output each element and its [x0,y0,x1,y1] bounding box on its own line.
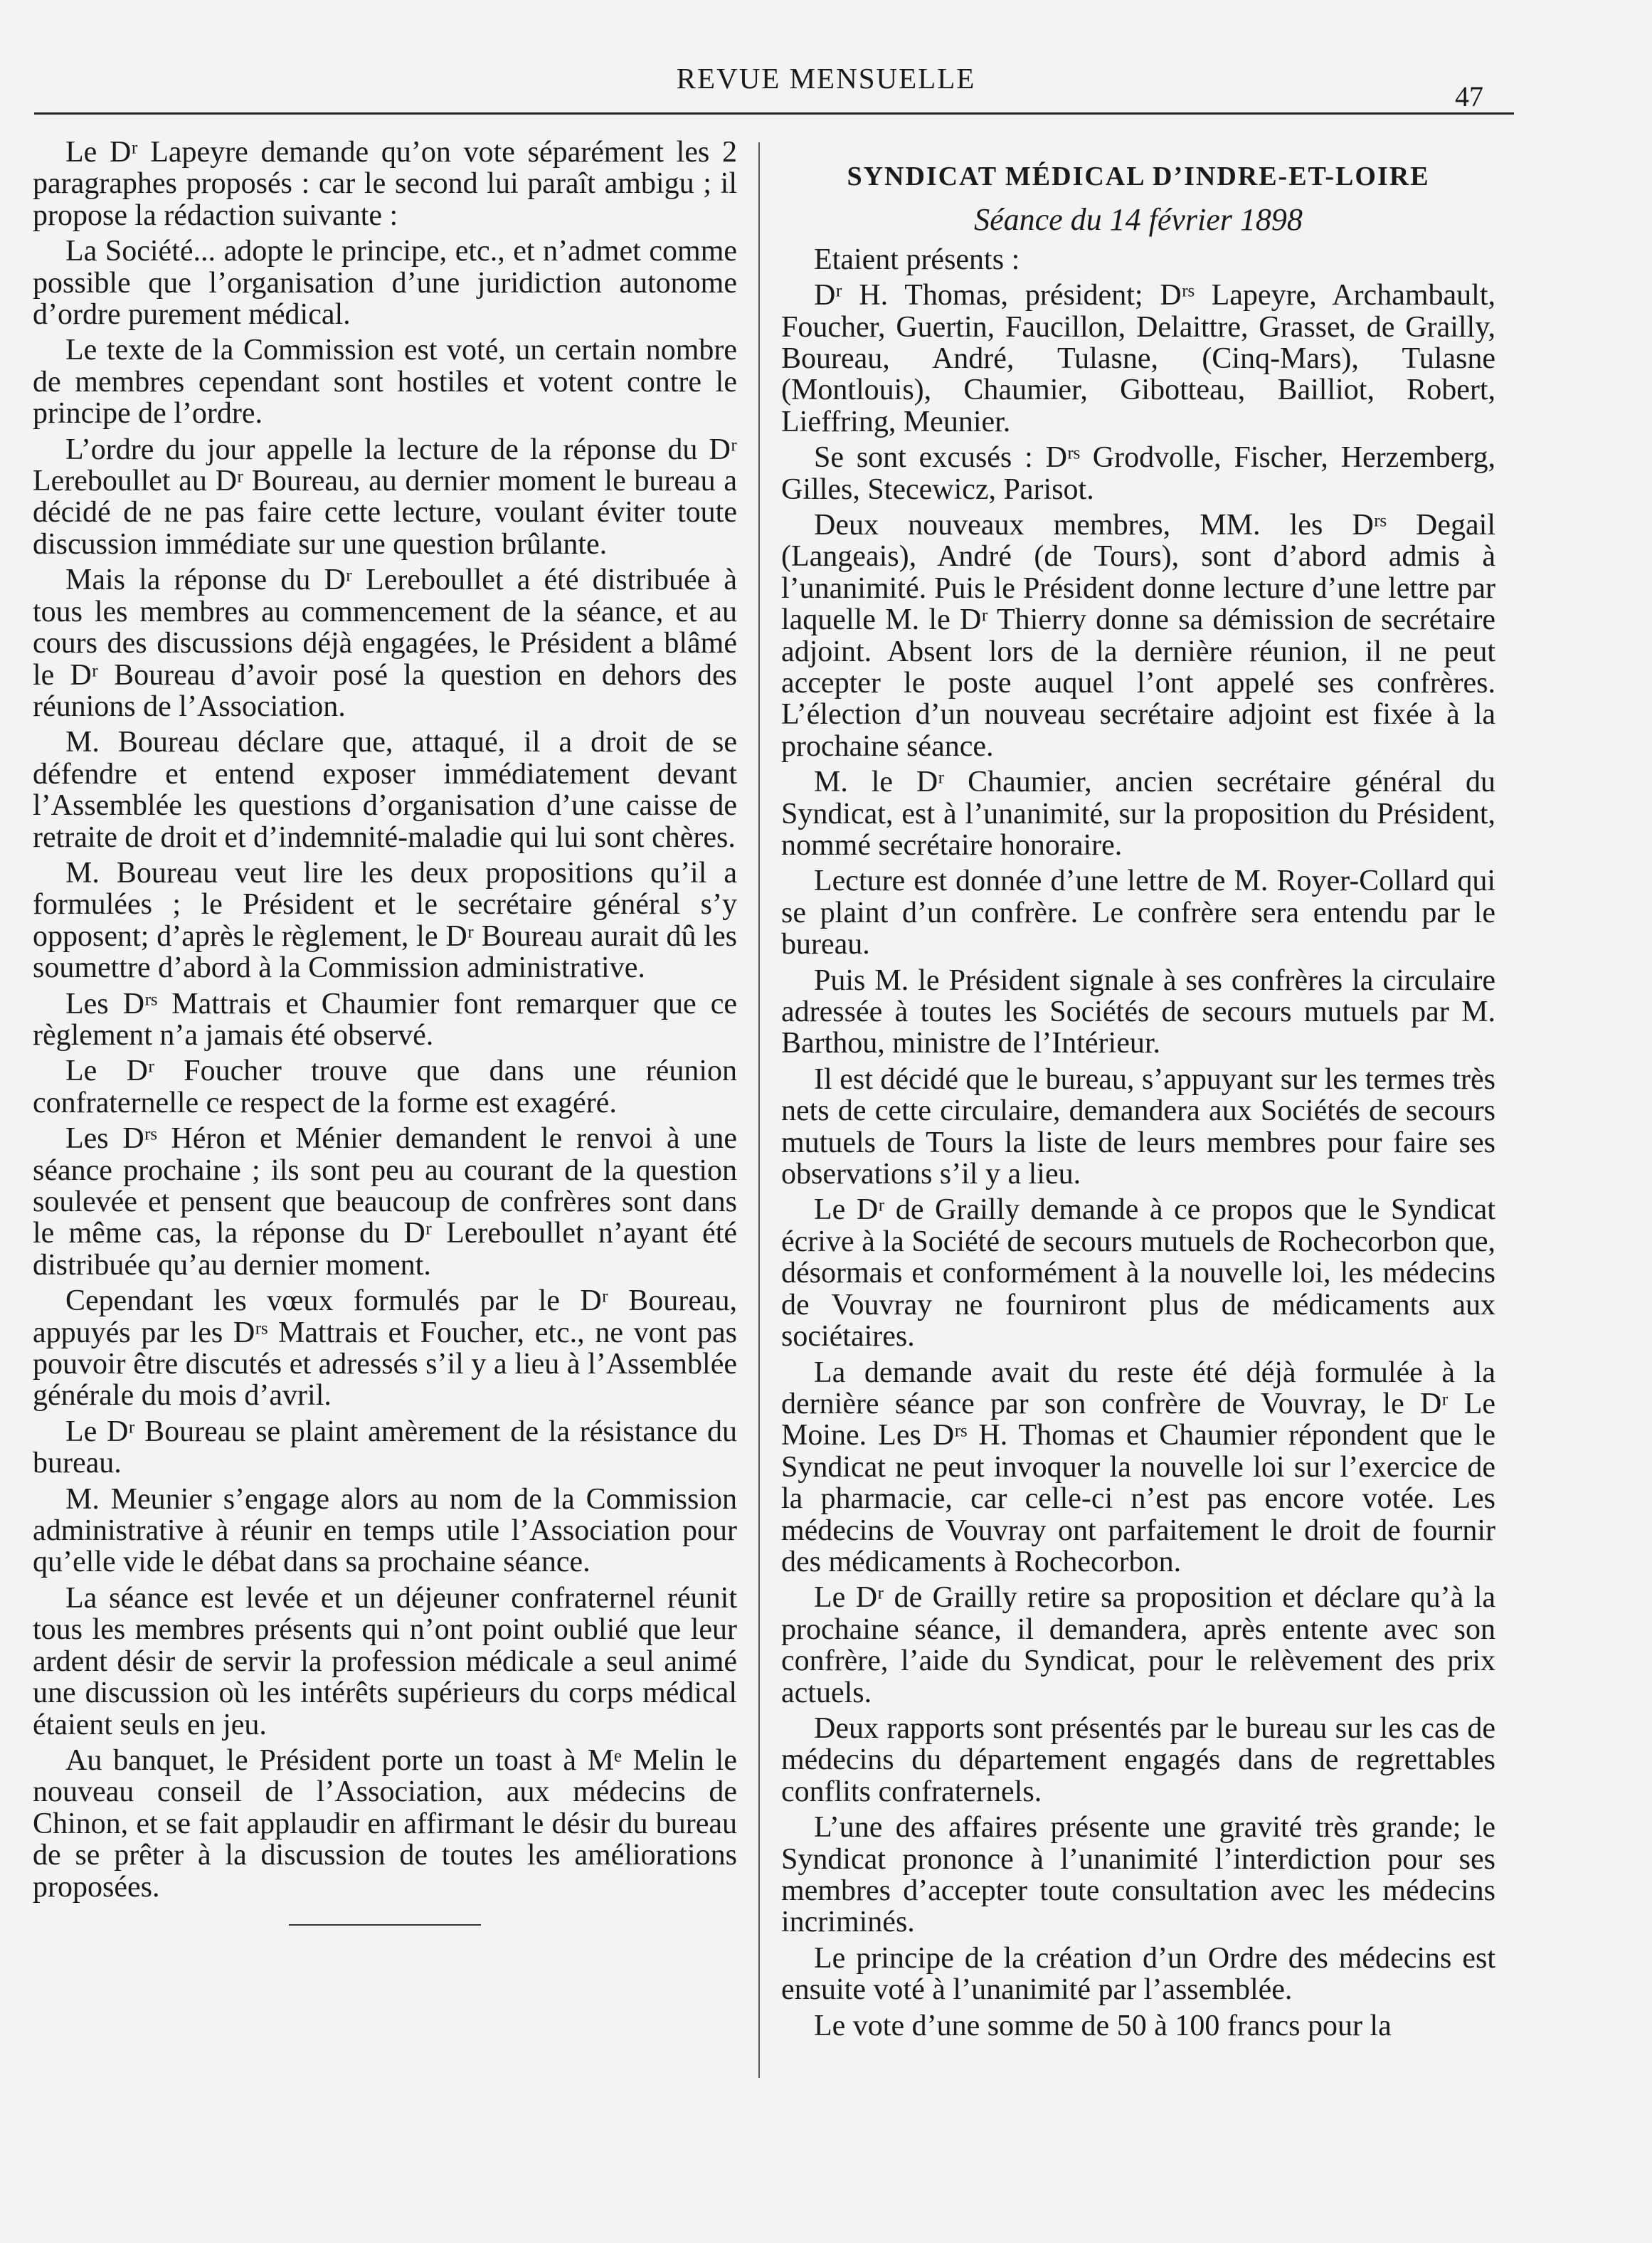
column-divider [758,142,760,2078]
paragraph: Le principe de la création d’un Ordre des médecins est ensuite voté à l’unanimité par l’assemblée. [781,1941,1495,2007]
paragraph: La Société... adopte le principe, etc., et n’admet comme possible que l’organisation d’une juridiction autonome d’ordre purement médical. [33,235,737,332]
header-rule [34,112,1514,115]
end-of-article-rule [289,1924,481,1926]
paragraph: Le Dʳ de Grailly demande à ce propos que le Syndicat écrive à la Société de secours mutuels de Rochecorbon que, désormais et conformément à la nouvelle loi, les médecins de Vouvray ne fourniront plus de médicaments aux sociétaires. [781,1193,1495,1353]
paragraph: Les Dʳˢ Mattrais et Chaumier font remarquer que ce règlement n’a jamais été observé. [33,987,737,1052]
left-column [33,137,737,1926]
paragraph: Le Dʳ de Grailly retire sa proposition et déclare qu’à la prochaine séance, il demandera, après entente avec son confrère, l’aide du Syndicat, pour le relèvement des prix actuels. [781,1581,1495,1709]
paragraph: Se sont excusés : Dʳˢ Grodvolle, Fischer, Herzemberg, Gilles, Stecewicz, Parisot. [781,441,1495,506]
paragraph: Lecture est donnée d’une lettre de M. Royer-Collard qui se plaint d’un confrère. Le confrère sera entendu par le bureau. [781,865,1495,961]
paragraph: M. Boureau déclare que, attaqué, il a droit de se défendre et entend exposer immédiatement devant l’Assemblée les questions d’organisation d’une caisse de retraite de droit et d’indemnité-maladie qui lui sont chères. [33,726,737,854]
paragraph: M. le Dʳ Chaumier, ancien secrétaire général du Syndicat, est à l’unanimité, sur la proposition du Président, nommé secrétaire honoraire. [781,766,1495,862]
paragraph: La séance est levée et un déjeuner confraternel réunit tous les membres présents qui n’ont point oublié que leur ardent désir de servir la profession médicale a seul animé une discussion où les intérêts supérieurs du corps médical étaient seuls en jeu. [33,1581,737,1741]
paragraph: Le Dʳ Lapeyre demande qu’on vote séparément les 2 paragraphes proposés : car le second lui paraît ambigu ; il propose la rédaction suivante : [33,136,737,232]
paragraph: Au banquet, le Président porte un toast à Mᵉ Melin le nouveau conseil de l’Association, aux médecins de Chinon, et se fait applaudir en affirmant le désir du bureau de se prêter à la discussion de toutes les améliorations proposées. [33,1743,737,1904]
page-number: 47 [1455,80,1483,112]
paragraph: Le Dʳ Foucher trouve que dans une réunion confraternelle ce respect de la forme est exagéré. [33,1055,737,1119]
paragraph: L’une des affaires présente une gravité très grande; le Syndicat prononce à l’unanimité l’interdiction pour ses membres d’accepter toute consultation avec les médecins incriminés. [781,1811,1495,1939]
paragraph: Mais la réponse du Dʳ Lereboullet a été distribuée à tous les membres au commencement de la séance, et au cours des discussions déjà engagées, le Président a blâmé le Dʳ Boureau d’avoir posé la question en dehors des réunions de l’Association. [33,564,737,723]
paragraph: Le texte de la Commission est voté, un certain nombre de membres cependant sont hostiles et votent contre le principe de l’ordre. [33,334,737,431]
right-column [781,137,1495,2046]
paragraph: Il est décidé que le bureau, s’appuyant sur les termes très nets de cette circulaire, demandera aux Sociétés de secours mutuels de Tours la liste de leurs membres pour faire ses observations s’il y a lieu. [781,1062,1495,1191]
paragraph: M. Meunier s’engage alors au nom de la Commission administrative à réunir en temps utile l’Association pour qu’elle vide le débat dans sa prochaine séance. [33,1482,737,1579]
paragraph: Le vote d’une somme de 50 à 100 francs pour la [814,2009,1392,2042]
paragraph: Puis M. le Président signale à ses confrères la circulaire adressée à toutes les Sociétés de secours mutuels par M. Barthou, ministre de l’Intérieur. [781,964,1495,1060]
paragraph: Cependant les vœux formulés par le Dʳ Boureau, appuyés par les Dʳˢ Mattrais et Foucher, etc., ne vont pas pouvoir être discutés et adressés s’il y a lieu à l’Assemblée générale du mois d’avril. [33,1284,737,1413]
paragraph: Dʳ H. Thomas, président; Dʳˢ Lapeyre, Archambault, Foucher, Guertin, Faucillon, Delaittre, Grasset, de Grailly, Boureau, André, Tulasne, (Cinq-Mars), Tulasne (Montlouis), Chaumier, Gibotteau, Bailliot, Robert, Lieffring, Meunier. [781,279,1495,438]
section-title: SYNDICAT MÉDICAL D’INDRE-ET-LOIRE [847,162,1430,191]
paragraph: La demande avait du reste été déjà formulée à la dernière séance par son confrère de Vouvray, le Dʳ Le Moine. Les Dʳˢ H. Thomas et Chaumier répondent que le Syndicat ne peut invoquer la nouvelle loi sur l’exercice de la pharmacie, car celle-ci n’est pas encore votée. Les médecins de Vouvray ont parfaitement le droit de fournir des médicaments à Rochecorbon. [781,1356,1495,1578]
paragraph: Deux nouveaux membres, MM. les Dʳˢ Degail (Langeais), André (de Tours), sont d’abord admis à l’unanimité. Puis le Président donne lecture d’une lettre par laquelle M. le Dʳ Thierry donne sa démission de secrétaire adjoint. Absent lors de la dernière réunion, il ne peut accepter le poste auquel l’ont appelé ses confrères. L’élection d’un nouveau secrétaire adjoint est fixée à la prochaine séance. [781,508,1495,763]
paragraph: Etaient présents : [814,243,1020,276]
paragraph: Le Dʳ Boureau se plaint amèrement de la résistance du bureau. [33,1415,737,1480]
paragraph: Deux rapports sont présentés par le bureau sur les cas de médecins du département engagés dans de regrettables conflits confraternels. [781,1711,1495,1808]
paragraph: M. Boureau veut lire les deux propositions qu’il a formulées ; le Président et le secrétaire général s’y opposent; d’après le règlement, le Dʳ Boureau aurait dû les soumettre d’abord à la Commission administrative. [33,856,737,985]
running-title: REVUE MENSUELLE [676,62,976,95]
paragraph: Les Dʳˢ Héron et Ménier demandent le renvoi à une séance prochaine ; ils sont peu au courant de la question soulevée et pensent que beaucoup de confrères sont dans le même cas, la réponse du Dʳ Lereboullet n’ayant été distribuée qu’au dernier moment. [33,1122,737,1282]
paragraph: L’ordre du jour appelle la lecture de la réponse du Dʳ Lereboullet au Dʳ Boureau, au dernier moment le bureau a décidé de ne pas faire cette lecture, voulant éviter toute discussion immédiate sur une question brûlante. [33,433,737,561]
session-date: Séance du 14 février 1898 [974,202,1303,238]
